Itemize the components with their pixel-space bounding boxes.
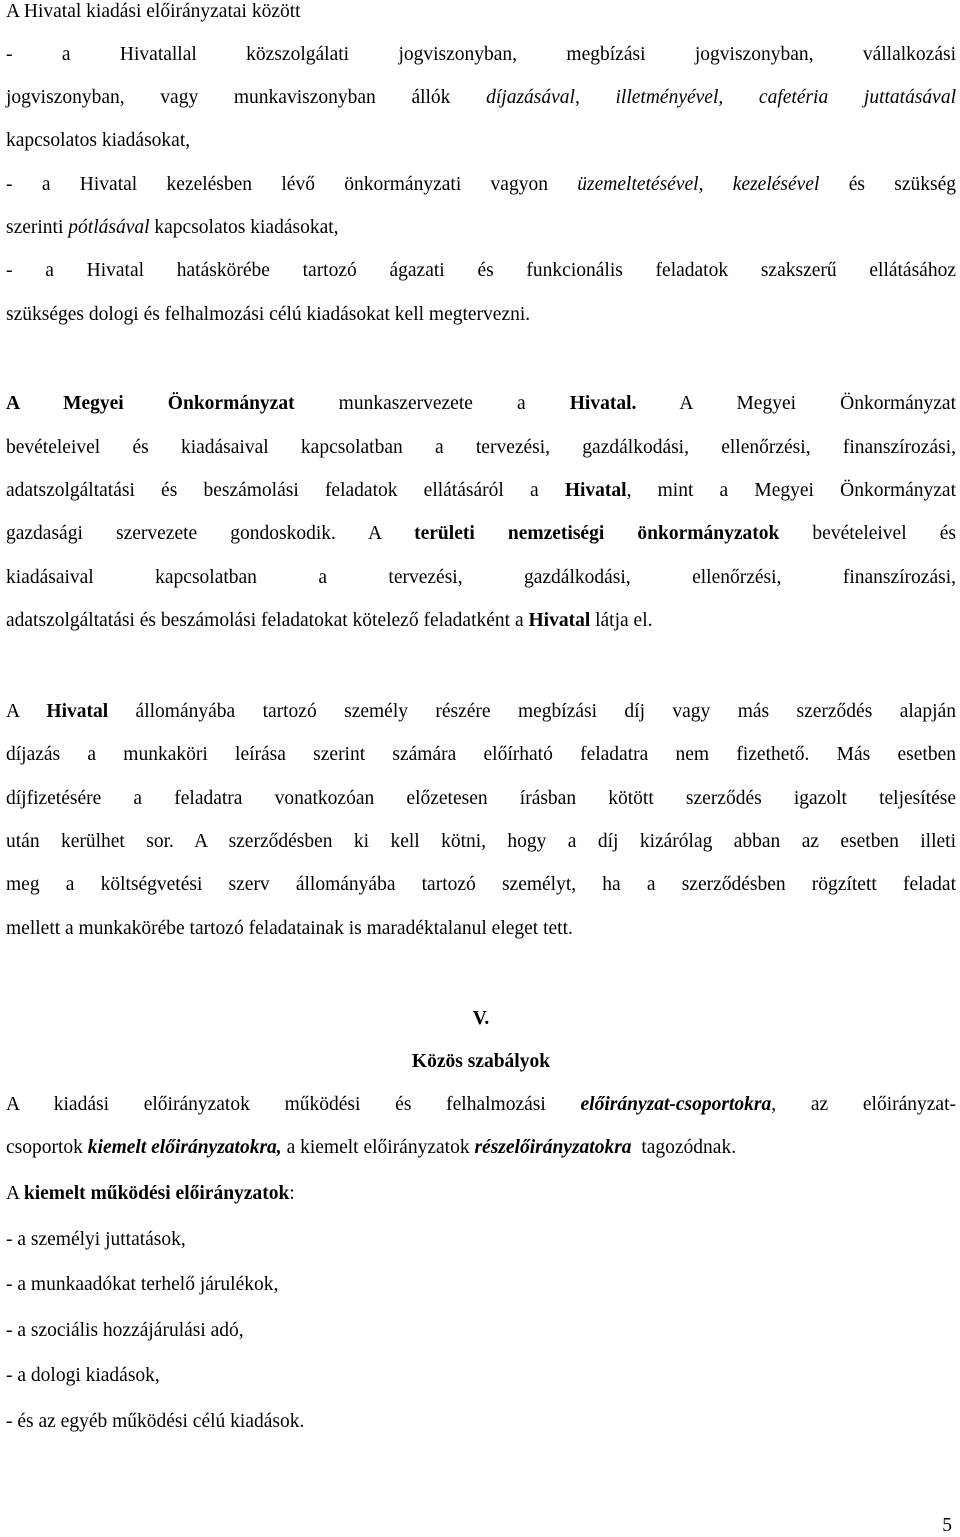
- paragraph-line: A kiadási előirányzatok működési és felhalmozási előirányzat-csoportokra, az előirányzat-: [6, 1094, 956, 1115]
- paragraph-line: után kerülhet sor. A szerződésben ki kell kötni, hogy a díj kizárólag abban az esetben illeti: [6, 831, 956, 852]
- paragraph-line: gazdasági szervezete gondoskodik. A területi nemzetiségi önkormányzatok bevételeivel és: [6, 523, 956, 544]
- paragraph-line: szerinti pótlásával kapcsolatos kiadásokat,: [6, 217, 339, 238]
- list-item: - a személyi juttatások,: [6, 1229, 186, 1250]
- paragraph-line: díjfizetésére a feladatra vonatkozóan előzetesen írásban kötött szerződés igazolt teljesítése: [6, 788, 956, 809]
- paragraph-line: kapcsolatos kiadásokat,: [6, 130, 191, 151]
- paragraph-line: adatszolgáltatási és beszámolási feladatok ellátásáról a Hivatal, mint a Megyei Önkormányzat: [6, 480, 957, 501]
- paragraph-line: meg a költségvetési szerv állományába tartozó személyt, ha a szerződésben rögzített feladat: [6, 874, 956, 895]
- paragraph-line: A kiemelt működési előirányzatok:: [6, 1183, 295, 1204]
- page-number: 5: [942, 1515, 952, 1536]
- paragraph-line: A Hivatal állományába tartozó személy részére megbízási díj vagy más szerződés alapján: [6, 701, 956, 722]
- list-item: - a szociális hozzájárulási adó,: [6, 1320, 244, 1341]
- paragraph-line: - a Hivatal kezelésben lévő önkormányzati vagyon üzemeltetésével, kezelésével és szükség: [6, 174, 957, 195]
- paragraph-line: mellett a munkakörébe tartozó feladatainak is maradéktalanul eleget tett.: [6, 918, 573, 939]
- chapter-number: V.: [472, 1008, 490, 1029]
- paragraph-line: díjazás a munkaköri leírása szerint számára előírható feladatra nem fizethető. Más esetben: [6, 744, 956, 765]
- paragraph-line: bevételeivel és kiadásaival kapcsolatban a tervezési, gazdálkodási, ellenőrzési, finanszírozási,: [6, 437, 956, 458]
- paragraph-line: - a Hivatal hatáskörébe tartozó ágazati és funkcionális feladatok szakszerű ellátásához: [6, 260, 956, 281]
- list-item: - a munkaadókat terhelő járulékok,: [6, 1274, 279, 1295]
- heading-text: A Hivatal kiadási előirányzatai között: [6, 1, 301, 22]
- list-item: - a dologi kiadások,: [6, 1365, 160, 1386]
- paragraph-line: csoportok kiemelt előirányzatokra, a kiemelt előirányzatok részelőirányzatokra tagozódnak.: [6, 1137, 737, 1158]
- chapter-title: Közös szabályok: [411, 1051, 551, 1072]
- paragraph-line: jogviszonyban, vagy munkaviszonyban állók díjazásával, illetményével, cafetéria juttatásával: [6, 87, 956, 108]
- paragraph-line: szükséges dologi és felhalmozási célú kiadásokat kell megtervezni.: [6, 304, 531, 325]
- paragraph-line: adatszolgáltatási és beszámolási feladatokat kötelező feladatként a Hivatal látja el.: [6, 610, 653, 631]
- paragraph-line: kiadásaival kapcsolatban a tervezési, gazdálkodási, ellenőrzési, finanszírozási,: [6, 567, 956, 588]
- paragraph-line: - a Hivatallal közszolgálati jogviszonyban, megbízási jogviszonyban, vállalkozási: [6, 44, 956, 65]
- paragraph-line: A Megyei Önkormányzat munkaszervezete a Hivatal. A Megyei Önkormányzat: [6, 393, 956, 414]
- list-item: - és az egyéb működési célú kiadások.: [6, 1411, 305, 1432]
- section-heading: [6, 0, 956, 24]
